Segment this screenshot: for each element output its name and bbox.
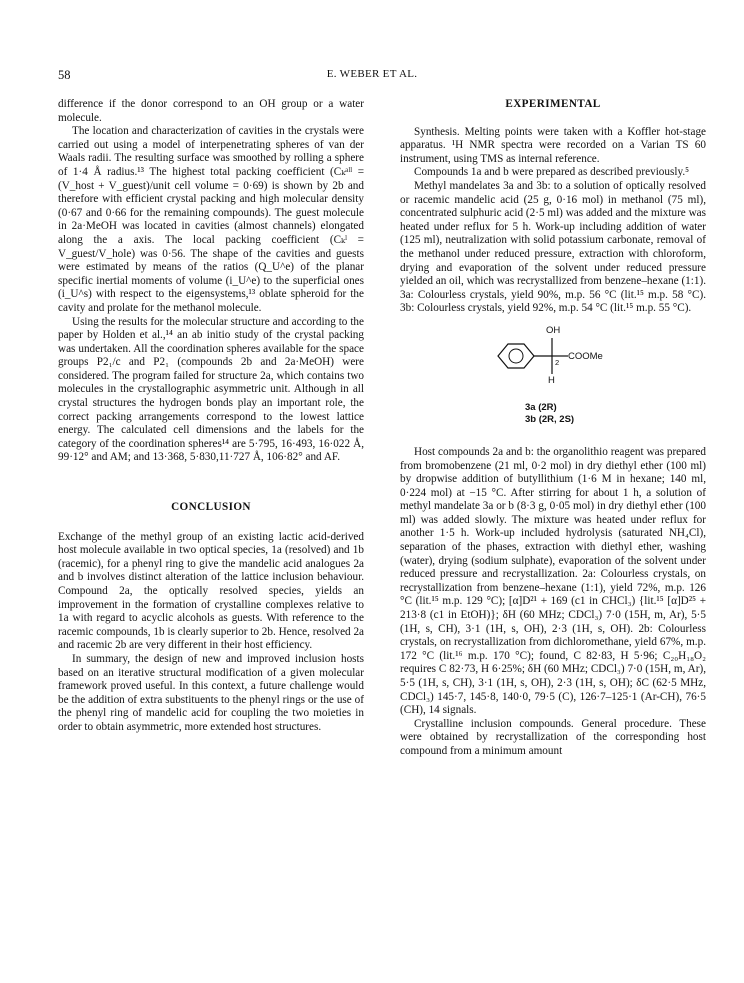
page-number: 58 <box>58 68 71 82</box>
paragraph: In summary, the design of new and improved inclusion hosts based on an iterative structural modification of a given molecular framework proved useful. In this context, a future challenge would be the addition of extra substituents to the phenyl rings or the use of the phenyl ring of mandelic acid for coupling the two moieties in order to obtain asymmetric, more extended host structures. <box>58 652 364 733</box>
paragraph: difference if the donor correspond to an OH group or a water molecule. <box>58 98 364 124</box>
running-head: E. WEBER ET AL. <box>326 68 418 80</box>
page-header <box>0 68 744 86</box>
paragraph: The location and characterization of cavities in the crystals were carried out using a model of interpenetrating spheres of van der Waals radii. The resulting surface was smoothed by rolling a sphere of 1·4 Å radius.¹³ The highest total packing coefficient (Cₖᵃˡˡ = (V_host + V_guest)/unit cell volume = 0·69) is shown by 2b and therefore with efficient crystal packing and high molecular density (0·67 and 0·66 for the remaining compounds). The guest molecule in 2a·MeOH was located in cavities (almost channels) elongated along the a axis. The local packing coefficient (Cₖˡ = V_guest/V_hole) was 0·56. The shape of the cavities and guests were estimated by means of the ratios (Q_U^e) of the planar specific inertial moments of volume (i_U^e) to the superficial ones (i_U^s) with respect to the eigensystems,¹³ oblate spheroid for the cavity and prolate for the methanol molecule. <box>58 125 364 314</box>
caption-3b: 3b (2R, 2S) <box>525 413 575 425</box>
paragraph: Compounds 1a and b were prepared as described previously.⁵ <box>414 166 690 179</box>
left-column <box>58 98 364 735</box>
caption-3a: 3a (2R) <box>525 401 557 413</box>
paragraph: Synthesis. Melting points were taken with a Koffler hot-stage apparatus. ¹H NMR spectra were recorded on a Varian TS 60 instrument, using TMS as internal reference. <box>400 125 706 165</box>
aromatic-circle <box>509 349 523 363</box>
paragraph: Exchange of the methyl group of an existing lactic acid-derived host molecule available in two optical species, 1a (resolved) and 1b (racemic), for a phenyl ring to give the mandelic acid analogues 2a and b involves distinct alteration of the lattice inclusion behaviour. Compound 2a, the optically resolved species, yields an improvement in the formation of crystalline complexes relative to 1a with regard to acyclic alcohols as guests. With reference to the racemic compounds, 1b is clearly superior to 2b. Hence, resolved 2a and racemic 2b are very different in their host efficiency. <box>58 530 365 652</box>
ester-label: COOMe <box>568 350 603 362</box>
h-label: H <box>548 374 555 386</box>
paragraph: Crystalline inclusion compounds. General procedure. These were obtained by recrystallization of the corresponding host compound from a minimum amount <box>400 717 706 757</box>
stereocenter-label: 2 <box>555 357 560 367</box>
section-title-experimental: EXPERIMENTAL <box>505 98 601 110</box>
paragraph: Methyl mandelates 3a and 3b: to a solution of optically resolved or racemic mandelic acid (25 g, 0·16 mol) in methanol (75 ml), concentrated sulphuric acid (2·5 ml) was added and the mixture was heated under reflux for 5 h. Work-up including addition of water (125 ml), neutralization with solid potassium carbonate, removal of the methanol under reduced pressure, extraction with chloroform, drying and evaporation of the solvent under reduced pressure yielded an oil, which was recrystallized from benzene–hexane (1:1). 3a: Colourless crystals, yield 90%, m.p. 56 °C (lit.¹⁵ m.p. 58 °C). 3b: Colourless crystals, yield 92%, m.p. 54 °C (lit.¹⁵ m.p. 55 °C). <box>400 179 706 315</box>
benzene-ring <box>498 344 534 368</box>
chemical-structure-figure <box>400 316 706 436</box>
oh-label: OH <box>546 324 561 336</box>
paragraph: Host compounds 2a and b: the organolithio reagent was prepared from bromobenzene (21 ml, 0·2 mol) in dry diethyl ether (100 ml) by dropwise addition of butyllithium (1·6 M in hexane; 140 ml, 0·224 mol) at −15 °C. After stirring for about 1 h, a solution of methyl mandelate 3a or b (8·3 g, 0·05 mol) in dry diethyl ether (100 ml) was added slowly. The mixture was heated under reflux for another 1·5 h. Work-up included hydrolysis (saturated NH₄Cl), separation of the phases, extraction with diethyl ether, washing (water), drying (sodium sulphate), evaporation of the solvent under reduced pressure and recrystallization. 2a: Colourless crystals, on recrystallization from benzene–hexane (1:1), yield 72%, m.p. 126 °C (lit.¹⁵ m.p. 129 °C); [α]D²¹ + 169 (c1 in CHCl₃) {lit.¹⁵ [α]D²⁵ + 213·8 (c1 in EtOH)}; δH (60 MHz; CDCl₃) 7·0 (15H, m, Ar), 5·5 (1H, s, CH), 3·1 (1H, s, OH), 2·3 (1H, s, OH). 2b: Colourless crystals, on recrystallization from dichloromethane, yield 67%, m.p. 172 °C (lit.¹⁶ m.p. 170 °C); found, C 82·83, H 5·96; C₂₀H₁₈O₂ requires C 82·73, H 6·25%; δH (60 MHz; CDCl₃) 7·0 (15H, m, Ar), 5·5 (1H, s, CH), 3·1 (1H, s, OH), 2·3 (1H, s, OH); δC (62·5 MHz, CDCl₃) 145·7, 145·8, 140·0, 79·5 (C), 126·7–125·1 (Ar-CH), 76·5 (CH), 14 signals. <box>400 445 706 717</box>
paragraph: Using the results for the molecular structure and according to the paper by Holden et al.,¹⁴ an ab initio study of the crystal packing was undertaken. All the coordination spheres available for the space groups P2₁/c and P2₁ (compounds 2b and 2a·MeOH) were considered. The program failed for structure 2a, which contains two molecules in the crystallographic asymmetric unit. Although in all crystal structures the hydrogen bonds play an important role, the correct packing arrangements correspond to the lowest lattice energy. The calculated cell dimensions and the labels for the category of the coordination spheres¹⁴ are 5·795, 16·493, 16·022 Å, 99·12° and AM; and 13·368, 5·830,11·727 Å, 106·82° and AF. <box>58 315 364 464</box>
section-title-conclusion: CONCLUSION <box>171 501 251 514</box>
right-column <box>400 98 706 759</box>
